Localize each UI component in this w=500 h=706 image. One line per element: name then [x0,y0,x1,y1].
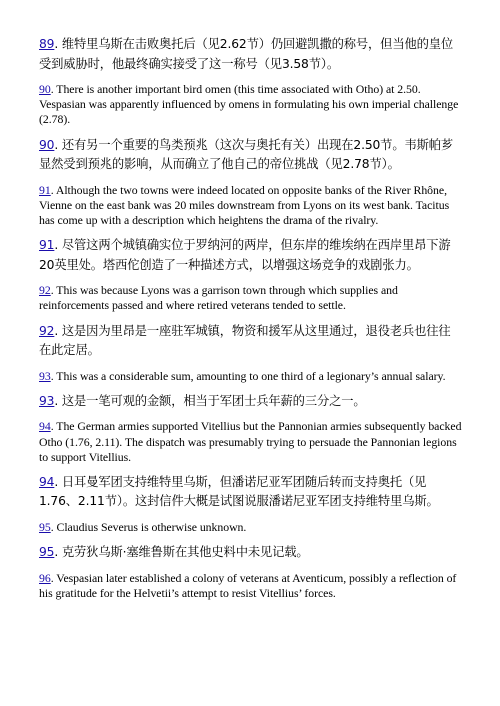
note-link-96[interactable]: 96 [39,570,51,585]
note-text: . 维特里乌斯在击败奥托后（见2.62节）仍回避凯撒的称号，但当他的皇位受到威胁时，他最终确实接受了这一称号（见3.58节）。 [39,37,454,71]
note-text: . 尽管这两个城镇确实位于罗纳河的两岸，但东岸的维埃纳在西岸里昂下游20英里处。塔西佗创造了一种描述方式，以增强这场竞争的戏剧张力。 [39,238,451,272]
note-link-91[interactable]: 91 [39,238,55,253]
note-text: . Claudius Severus is otherwise unknown. [50,519,247,534]
note-92-en [39,283,462,313]
note-95-en [39,520,462,535]
note-link-94[interactable]: 94 [39,419,51,434]
note-link-95[interactable]: 95 [39,545,55,560]
note-93-en [39,369,462,384]
note-text: . 这是一笔可观的金额，相当于军团士兵年薪的三分之一。 [54,393,366,408]
note-link-92[interactable]: 92 [39,283,51,298]
note-92-zh [39,322,462,361]
note-text: . 还有另一个重要的鸟类预兆（这次与奥托有关）出现在2.50节。韦斯帕芗显然受到预兆的影响，从而确立了他自己的帝位挑战（见2.78节）。 [39,137,454,172]
note-text: . Vespasian later established a colony of veterans at Aventicum, possibly a reflection of his gratitude for the Helvetii’s attempt to resist Vitellius’ forces. [39,570,457,600]
note-94-en [39,419,462,465]
note-94-zh [39,473,462,512]
note-link-89[interactable]: 89 [39,37,55,51]
note-text: . The German armies supported Vitellius but the Pannonian armies subsequently backed Otho (1.76, 2.11). The dispatch was presumably trying to persuade the Pannonian legions to support Vitellius. [39,419,462,464]
note-link-93[interactable]: 93 [39,393,55,408]
note-link-91[interactable]: 91 [39,182,51,197]
note-text: . 日耳曼军团支持维特里乌斯，但潘诺尼亚军团随后转而支持奥托（见1.76、2.11节）。这封信件大概是试图说服潘诺尼亚军团支持维特里乌斯。 [39,474,439,509]
note-link-95[interactable]: 95 [39,519,51,534]
note-91-zh [39,236,462,275]
note-95-zh [39,543,462,563]
note-link-94[interactable]: 94 [39,474,55,489]
note-text: . This was because Lyons was a garrison town through which supplies and reinforcements passed and where retired veterans tended to settle. [39,283,398,313]
note-91-en [39,183,462,229]
note-90-en [39,82,462,128]
note-text: . 这是因为里昂是一座驻军城镇，物资和援军从这里通过，退役老兵也往往在此定居。 [39,323,451,358]
note-link-90[interactable]: 90 [39,82,51,96]
note-link-92[interactable]: 92 [39,323,55,338]
note-89-zh [39,35,462,74]
note-text: . This was a considerable sum, amounting to one third of a legionary’s annual salary. [50,368,446,383]
note-text: . 克劳狄乌斯·塞维鲁斯在其他史料中未见记载。 [54,545,309,560]
note-93-zh [39,392,462,412]
note-link-93[interactable]: 93 [39,368,51,383]
note-link-90[interactable]: 90 [39,137,55,152]
note-text: . There is another important bird omen (this time associated with Otho) at 2.50. Vespasian was apparently influenced by omens in formulating his own imperial challenge (2.78). [39,82,459,127]
note-90-zh [39,136,462,175]
note-text: . Although the two towns were indeed located on opposite banks of the River Rhône, Vienne on the east bank was 20 miles downstream from Lyons on its west bank. Tacitus has come up with a description which heightens the drama of the rivalry. [39,182,450,228]
note-96-en [39,571,462,601]
